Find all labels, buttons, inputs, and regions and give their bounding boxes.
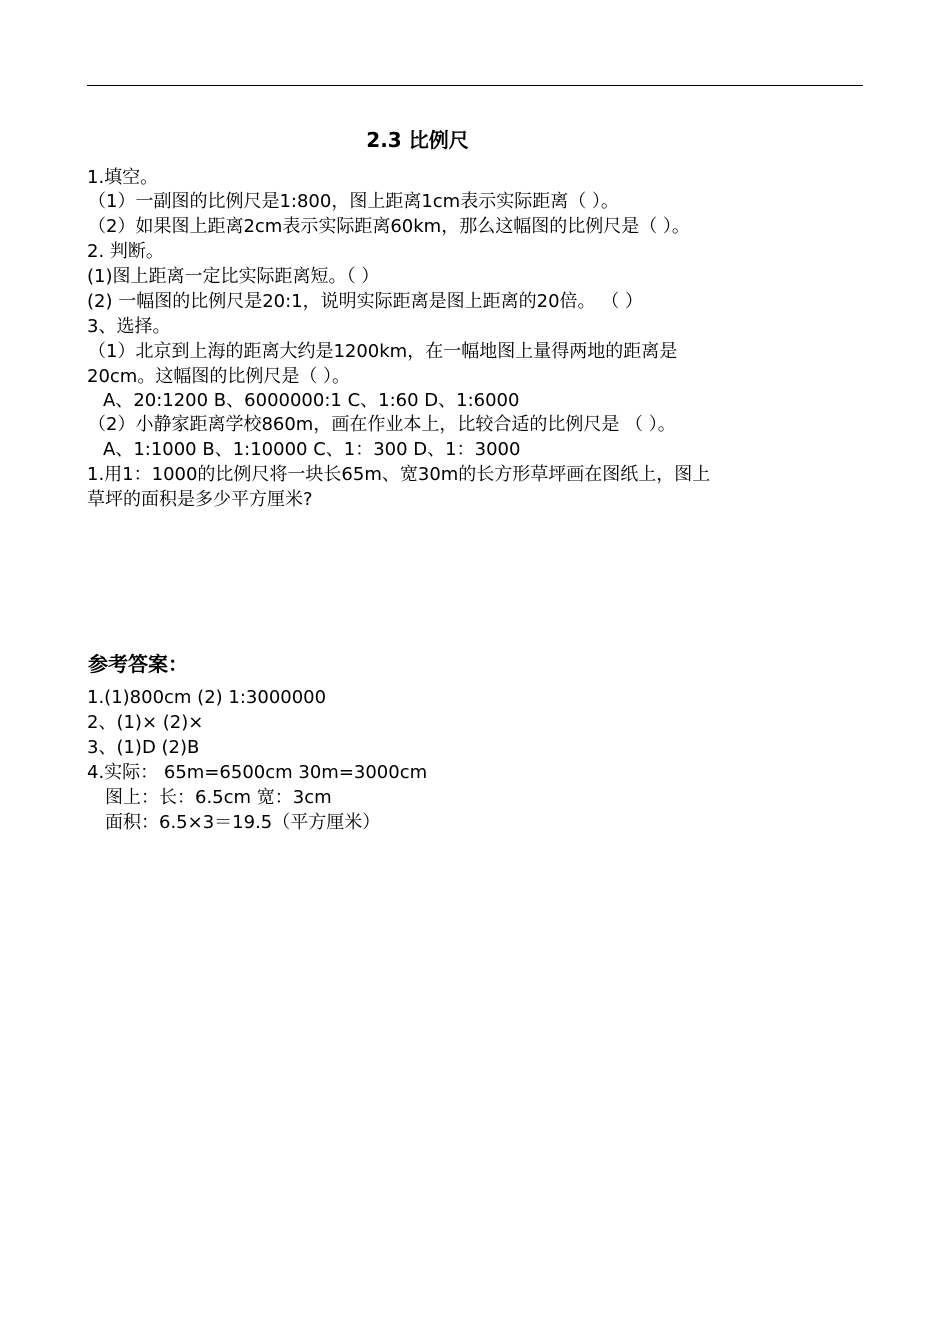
header-rule [87,85,863,86]
choice-question-1-line-1: （1）北京到上海的距离大约是1200km，在一幅地图上量得两地的距离是 [88,341,678,362]
choice-question-2-options: A、1:1000 B、1:10000 C、1：300 D、1：3000 [103,439,521,460]
judge-heading: 2. 判断。 [87,241,164,262]
answer-1: 1.(1)800cm (2) 1:3000000 [87,687,327,708]
page-title: 2.3 比例尺 [366,128,469,152]
answers-heading: 参考答案： [88,652,188,676]
choice-heading: 3、选择。 [87,316,171,337]
fill-in-question-2: （2）如果图上距离2cm表示实际距离60km，那么这幅图的比例尺是（ ）。 [88,216,690,237]
judge-question-1: (1)图上距离一定比实际距离短。（ ） [87,266,380,287]
judge-question-2: (2) 一幅图的比例尺是20:1，说明实际距离是图上距离的20倍。 （ ） [87,291,643,312]
answer-2: 2、(1)× (2)× [87,712,204,733]
answer-4-line-1: 4.实际： 65m=6500cm 30m=3000cm [87,762,428,783]
choice-question-1-line-2: 20cm。这幅图的比例尺是（ ）。 [87,366,351,387]
fill-in-question-1: （1）一副图的比例尺是1:800，图上距离1cm表示实际距离（ ）。 [88,191,619,212]
problem-line-2: 草坪的面积是多少平方厘米? [87,489,313,510]
choice-question-1-options: A、20:1200 B、6000000:1 C、1:60 D、1:6000 [103,390,520,411]
answer-3: 3、(1)D (2)B [87,737,200,758]
fill-in-heading: 1.填空。 [87,167,159,188]
problem-line-1: 1.用1：1000的比例尺将一块长65m、宽30m的长方形草坪画在图纸上，图上 [87,464,711,485]
choice-question-2: （2）小静家距离学校860m，画在作业本上，比较合适的比例尺是 （ ）。 [88,414,676,435]
answer-4-line-2: 图上：长：6.5cm 宽：3cm [105,787,332,808]
answer-4-line-3: 面积：6.5×3＝19.5（平方厘米） [105,812,381,833]
